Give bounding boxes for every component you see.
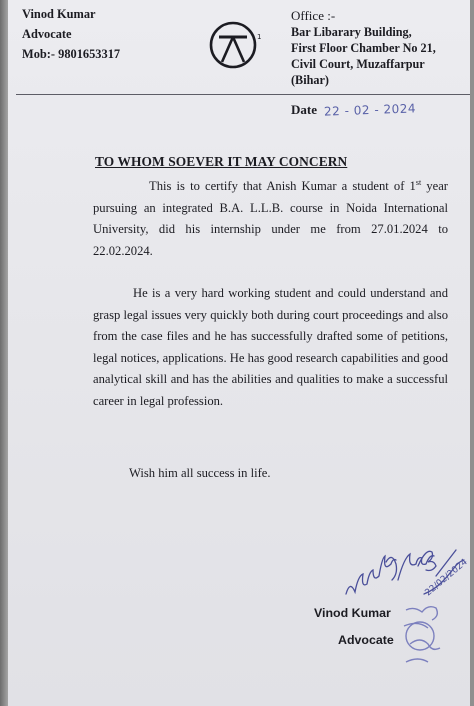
para1-text-a: This is to certify that Anish Kumar a student of 1 [149,179,416,193]
advocate-name: Vinod Kumar [22,7,96,21]
para1-text-b: year pursuing an integrated B.A. L.L.B. course in Noida International University, did his internship under me from 27.01.2024 to 22.02.2024. [93,179,448,258]
svg-text:1: 1 [257,33,262,41]
advocate-emblem-icon [205,17,269,81]
office-address-line: (Bihar) [291,73,329,87]
assessment-paragraph: He is a very hard working student and could understand and grasp legal issues very quickly both during court proceedings and also from the case files and he has successfully drafted some of petitions, legal notices, applications. He has good research capabilities and good analytical skill and has the abilities and qualities to make a successful career in legal profession. [93,286,448,408]
date-value: 22 - 02 - 2024 [324,101,417,119]
header-divider [16,94,470,95]
advocate-stamp [396,590,470,680]
office-label: Office :- [291,8,336,23]
office-address-line: First Floor Chamber No 21, [291,41,436,55]
ordinal-superscript: st [415,177,422,187]
date-row [291,102,416,118]
signatory-designation: Advocate [338,633,394,647]
advocate-mobile: Mob:- 9801653317 [22,47,121,61]
certificate-paragraph [93,176,448,262]
advocate-designation: Advocate [22,27,72,41]
page-edge-shadow [0,0,8,706]
letter-heading: TO WHOM SOEVER IT MAY CONCERN [95,154,348,169]
closing-wish: Wish him all success in life. [129,466,271,480]
office-address-line: Bar Libarary Building, [291,25,412,39]
letterhead-left [22,4,120,64]
svg-text:22/02/2024: 22/02/2024 [423,557,470,599]
letterhead-office [291,8,436,88]
letter-page [8,0,470,706]
signatory-name: Vinod Kumar [314,606,391,620]
date-label: Date [291,102,317,117]
office-address-line: Civil Court, Muzaffarpur [291,57,425,71]
